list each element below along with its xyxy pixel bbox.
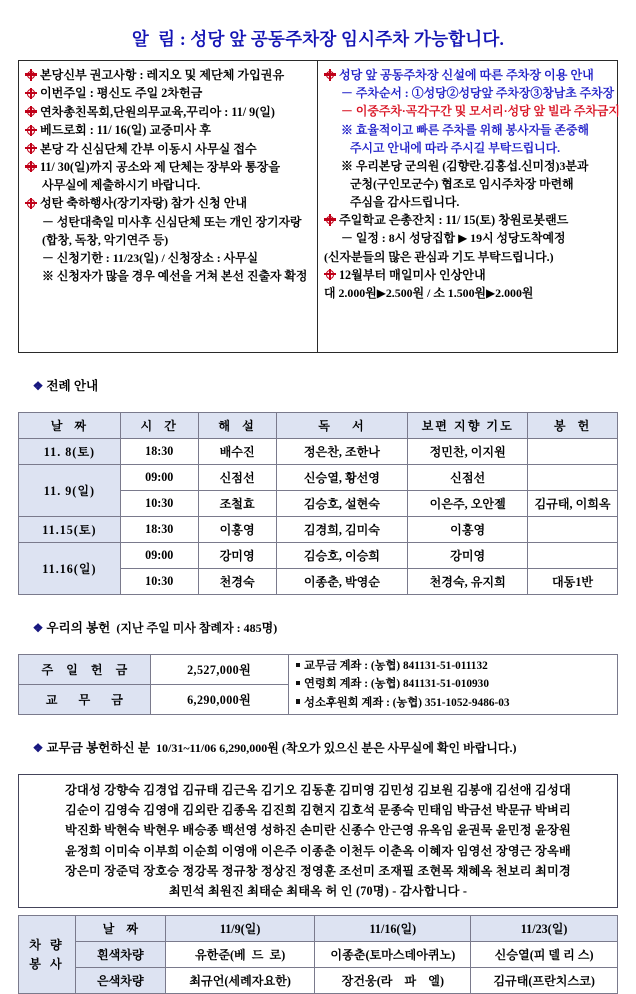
vehicle-service-label: 차 량 봉 사 [19,916,76,994]
liturgy-column-header: 보편 지향 기도 [408,413,528,439]
cross-icon [324,214,336,226]
donor-line: 윤정희 이미숙 이부희 이순희 이영애 이은주 이종춘 이천두 이춘옥 이혜자 임영선 장영근 장옥배 [65,843,571,858]
liturgy-offering-cell [528,439,618,465]
liturgy-reading-cell: 신승열, 황선영 [276,465,408,491]
notice-item-text: 성탄 축하행사(장기자랑) 참가 신청 안내 [40,196,248,211]
clover-icon: ❖ [32,621,44,635]
table-row [19,517,618,543]
notice-item-text: 베드로회 : 11/ 16(일) 교중미사 후 [40,123,211,138]
notice-subitem: － 신청기한 : 11/23(일) / 신청장소 : 사무실 [42,250,259,265]
liturgy-heading-text: 전례 안내 [46,379,99,393]
cross-icon [25,143,37,155]
vehicle-driver-cell: 유한준(베 드 로) [165,942,315,968]
donor-line: 강대성 강향숙 김경업 김규태 김근옥 김기오 김동훈 김미영 김민성 김보원 김봉애 김선애 김성대 [65,782,571,797]
liturgy-column-header: 해 설 [198,413,276,439]
liturgy-date-cell: 11. 8(토) [19,439,121,465]
table-row [19,655,618,685]
table-row [19,916,618,942]
account-text: 연령회 계좌 : (농협) 841131-51-010930 [304,678,489,691]
liturgy-prayer-cell: 신점선 [408,465,528,491]
vehicle-service-table [18,915,618,994]
liturgy-reading-cell: 정은찬, 조한나 [276,439,408,465]
offering-label-cell: 주 일 헌 금 [19,655,151,685]
cross-icon [25,69,37,81]
vehicle-type-cell: 흰색차량 [75,942,165,968]
liturgy-reading-cell: 김경희, 김미숙 [276,517,408,543]
vehicle-driver-cell: 김규태(프란치스코) [471,968,618,994]
notice-column-right [318,61,620,352]
notice-box [18,60,618,353]
table-row [19,465,618,491]
liturgy-prayer-cell: 이홍영 [408,517,528,543]
notice-item [25,194,313,212]
liturgy-commentary-cell: 강미영 [198,543,276,569]
liturgy-reading-cell: 김승호, 이승희 [276,543,408,569]
notice-subitem: － 성탄대축일 미사후 신심단체 또는 개인 장기자랑 [42,214,302,229]
offering-label-cell: 교 무 금 [19,684,151,714]
square-bullet-icon [296,699,301,704]
table-row [19,942,618,968]
notice-subitem: ※ 효율적이고 빠른 주차를 위해 봉사자들 존중해 [341,122,589,137]
account-text: 교무금 계좌 : (농협) 841131-51-011132 [304,660,488,672]
liturgy-commentary-cell: 이홍영 [198,517,276,543]
notice-item [25,158,313,176]
vehicle-date-label: 날 짜 [75,916,165,942]
notice-item-text: 12월부터 매일미사 인상안내 [339,267,486,282]
cross-icon [25,161,37,173]
vehicle-driver-cell: 신승열(피 델 리 스) [471,942,618,968]
notice-subitem: 군청(구인모군수) 협조로 임시주차장 마련해 [350,176,574,191]
account-line [296,675,613,693]
liturgy-section-heading [20,360,618,409]
liturgy-offering-cell [528,543,618,569]
donor-line: 박진화 박현숙 박현우 배승종 백선영 성하진 손미란 신종수 안근영 유옥임 윤권묵 윤민정 윤장원 [65,823,571,838]
notice-column-left [19,61,318,352]
liturgy-time-cell: 18:30 [120,439,198,465]
table-row [19,968,618,994]
vehicle-date-cell: 11/9(일) [165,916,315,942]
offering-section-heading [20,602,618,651]
liturgy-time-cell: 10:30 [120,491,198,517]
square-bullet-icon [296,681,301,686]
notice-item [324,266,613,284]
liturgy-time-cell: 09:00 [120,465,198,491]
vehicle-driver-cell: 최규언(세례자요한) [165,968,315,994]
notice-item [25,84,313,102]
notice-item-text: 연차총친목회,단원의무교육,꾸리아 : 11/ 9(일) [40,104,275,119]
cross-icon [25,124,37,136]
liturgy-prayer-cell: 이은주, 오안젤 [408,491,528,517]
table-row [19,543,618,569]
liturgy-commentary-cell: 천경숙 [198,569,276,595]
notice-item-text: 본당 각 신심단체 간부 이동시 사무실 접수 [40,141,257,156]
offering-amount-cell: 6,290,000원 [150,684,288,714]
notice-subitem: － 주차순서 : ①성당②성당앞 주차장③창남초 주차장 [341,86,615,101]
notice-subitem: 사무실에 제출하시기 바랍니다. [42,178,201,193]
notice-item [25,66,313,84]
donor-line: 장은미 장준덕 장호승 정강목 정규창 정상진 정영훈 조선미 조재필 조현목 채혜옥 천보리 최미경 [65,863,571,878]
notice-item [25,121,313,139]
donors-box [18,774,618,909]
cross-icon [25,197,37,209]
liturgy-commentary-cell: 배수진 [198,439,276,465]
liturgy-table [18,412,618,595]
liturgy-commentary-cell: 신점선 [198,465,276,491]
notice-item-text: 본당신부 권고사항 : 레지오 및 제단체 가입권유 [40,68,285,82]
liturgy-prayer-cell: 강미영 [408,543,528,569]
notice-item-text: 이번주일 : 평신도 주일 2차헌금 [40,86,203,101]
notice-item-text: 11/ 30(일)까지 공소와 제 단체는 장부와 통장을 [40,159,280,174]
notice-subitem: 주심을 감사드립니다. [350,194,460,209]
square-bullet-icon [296,663,301,668]
cross-icon [25,106,37,118]
notice-subitem: ※ 신청자가 많을 경우 예선을 거쳐 본선 진출자 확정 [42,269,308,283]
offering-accounts-cell [288,655,617,715]
liturgy-time-cell: 18:30 [120,517,198,543]
liturgy-date-cell: 11.15(토) [19,517,121,543]
liturgy-offering-cell: 대동1반 [528,569,618,595]
cross-icon [324,269,336,281]
vehicle-type-cell: 은색차량 [75,968,165,994]
table-row [19,439,618,465]
liturgy-column-header: 시 간 [120,413,198,439]
liturgy-reading-cell: 이종춘, 박영순 [276,569,408,595]
liturgy-column-header: 독 서 [276,413,408,439]
liturgy-column-header: 날 짜 [19,413,121,439]
page-title: 알 림 : 성당 앞 공동주차장 임시주차 가능합니다. [131,29,505,49]
donors-heading-text: 교무금 봉헌하신 분 [46,740,150,755]
notice-subitem: (합창, 독창, 악기연주 등) [42,232,169,247]
liturgy-time-cell: 09:00 [120,543,198,569]
liturgy-reading-cell: 김승호, 설현숙 [276,491,408,517]
notice-subitem: 주시고 안내에 따라 주시길 부탁드립니다. [350,140,561,155]
offering-amount-cell: 2,527,000원 [150,655,288,685]
notice-subitem: 대 2.000원▶2.500원 / 소 1.500원▶2.000원 [324,285,534,300]
liturgy-commentary-cell: 조철효 [198,491,276,517]
offering-table [18,654,618,715]
notice-subitem: － 이중주차·곡각구간 및 모서리·성당 앞 빌라 주차금지 [341,104,620,119]
notice-subitem: (신자분들의 많은 관심과 기도 부탁드립니다.) [324,249,554,264]
vehicle-date-cell: 11/23(일) [471,916,618,942]
liturgy-date-cell: 11. 9(일) [19,465,121,517]
notice-item [324,66,613,84]
notice-subitem: ※ 우리본당 군의원 (김향란.김홍섭.신미정)3분과 [341,158,589,173]
vehicle-driver-cell: 장건웅(라 파 엘) [315,968,471,994]
liturgy-offering-cell [528,517,618,543]
offering-heading-text: 우리의 봉헌 [46,621,111,635]
donor-line: 최민석 최원진 최태순 최태옥 허 인 (70명) - 감사합니다 - [168,884,468,899]
clover-icon: ❖ [32,740,44,755]
liturgy-prayer-cell: 천경숙, 유지희 [408,569,528,595]
account-line [296,657,613,675]
account-text: 성소후원회 계좌 : (농협) 351-1052-9486-03 [304,696,510,709]
liturgy-column-header: 봉 헌 [528,413,618,439]
liturgy-date-cell: 11.16(일) [19,543,121,595]
notice-item-text: 주일학교 은총잔치 : 11/ 15(토) 창원로봇랜드 [339,213,569,228]
donor-line: 김순이 김영숙 김영애 김외란 김종옥 김진희 김현지 김호석 문종숙 민태임 박금선 박문규 박벼리 [65,803,571,818]
notice-item-text: 성당 앞 공동주차장 신설에 따른 주차장 이용 안내 [339,68,594,82]
liturgy-time-cell: 10:30 [120,569,198,595]
donors-section-heading [20,722,618,771]
liturgy-header-row [19,413,618,439]
account-line [296,694,613,712]
clover-icon: ❖ [32,379,44,393]
offering-attendance: (지난 주일 미사 참례자 : 485명) [116,621,278,635]
liturgy-offering-cell: 김규태, 이희옥 [528,491,618,517]
donors-heading-sub: 10/31~11/06 6,290,000원 (착오가 있으신 분은 사무실에 확인 바랍니다.) [155,740,517,755]
notice-item [324,211,613,229]
vehicle-date-cell: 11/16(일) [315,916,471,942]
notice-item [25,140,313,158]
notice-subitem: － 일정 : 8시 성당집합 ▶ 19시 성당도착예정 [341,231,566,246]
liturgy-offering-cell [528,465,618,491]
liturgy-prayer-cell: 정민찬, 이지원 [408,439,528,465]
cross-icon [324,69,336,81]
notice-item [25,103,313,121]
vehicle-driver-cell: 이종춘(토마스데아퀴노) [315,942,471,968]
cross-icon [25,87,37,99]
